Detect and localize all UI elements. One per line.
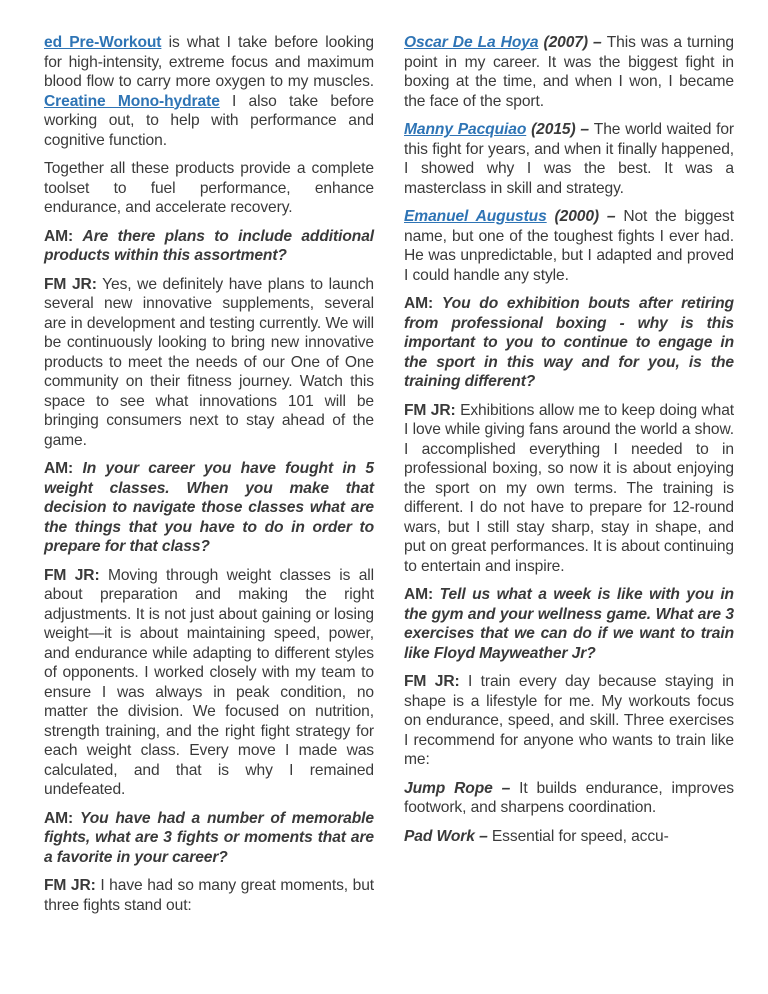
text-run: Are there plans to include additional products within this assortment? (44, 227, 374, 264)
body-paragraph (44, 33, 374, 150)
text-run: Moving through weight classes is all about preparation and making the right adjustments. It is not just about gaining or losing weight—it is about maintaining speed, power, and endurance while adapting to different styles of opponents. I worked closely with my team to ensure I was always in peak condition, no matter the division. We focused on nutrition, strength training, and the right fight strategy for each weight class. Every move I made was calculated, and that is why I remained undefeated. (44, 566, 375, 798)
exercise-item (404, 827, 734, 847)
text-run: Tell us what a week is like with you in the gym and your wellness game. What are 3 exercises that we can do if we want to train like Floyd Mayweather Jr? (404, 586, 734, 662)
text-run: AM: (44, 227, 83, 245)
text-run: This was a turning point in my career. It was the biggest fight in boxing at the time, and when I won, I became the face of the sport. (404, 34, 734, 110)
text-run: You do exhibition bouts after retiring from professional boxing - why is this important to you to continue to engage in the sport in this way and for you, is the training different? (404, 295, 734, 390)
text-run: It builds endurance, improves footwork, and sharpens coordination. (404, 779, 734, 816)
text-run: Together all these products provide a complete toolset to fuel performance, enhance endurance, and accelerate recovery. (44, 160, 374, 216)
fight-highlight (404, 33, 734, 111)
text-run: In your career you have fought in 5 weight classes. When you make that decision to navigate those classes what are the things that you have to do in order to prepare for that class? (44, 460, 374, 555)
text-run: I train every day because staying in shape is a lifestyle for me. My workouts focus on endurance, speed, and skill. Three exercises I recommend for anyone who wants to train like me: (404, 673, 735, 768)
link-manny-pacquiao[interactable]: Manny Pacquiao (404, 121, 527, 138)
text-run: AM: (44, 809, 80, 827)
text-run: AM: (404, 586, 440, 603)
text-run: (2007) – (538, 34, 607, 51)
interviewer-question (404, 585, 734, 663)
link-emanuel-augustus[interactable]: Emanuel Augustus (404, 208, 547, 225)
text-run: AM: (44, 460, 83, 477)
fight-highlight (404, 120, 734, 198)
link-creatine-mono-hydrate[interactable]: Creatine Mono-hydrate (44, 92, 220, 110)
interviewee-answer (44, 566, 374, 800)
interviewer-question (404, 294, 734, 392)
fight-highlight (404, 207, 734, 285)
link-ed-pre-workout[interactable]: ed Pre-Workout (44, 34, 162, 51)
interviewee-answer (44, 876, 374, 915)
text-run: Jump Rope – (404, 779, 520, 797)
text-run: (2015) – (526, 121, 594, 138)
text-run: (2000) – (546, 208, 624, 225)
text-run: FM JR: (404, 401, 456, 419)
text-run: FM JR: (44, 566, 100, 584)
text-run: Essential for speed, accu- (491, 827, 669, 845)
interviewee-answer (404, 672, 734, 770)
text-run: Not the biggest name, but one of the toughest fights I ever had. He was unpredictable, but I adapted and proved I could handle any style. (404, 208, 734, 284)
interviewer-question (44, 227, 374, 266)
text-run: Pad Work – (404, 827, 492, 845)
text-run: Exhibitions allow me to keep doing what I love while giving fans around the world a show. I accomplished everything I needed to in professional boxing, so now it is about enjoying the sport on my own terms. The training is different. I do not have to prepare for 12-round wars, but I still stay sharp, stay in shape, and put on great performances. It is about continuing to entertain and inspire. (404, 401, 735, 575)
interviewee-answer (44, 275, 374, 451)
text-run: The world waited for this fight for years, and when it finally happened, I showed why I was the best. It was a masterclass in skill and strategy. (404, 121, 734, 197)
text-run: You have had a number of memorable fights, what are 3 fights or moments that are a favorite in your career? (44, 809, 374, 866)
link-oscar-de-la-hoya[interactable]: Oscar De La Hoya (404, 34, 539, 51)
interviewee-answer (404, 401, 734, 577)
interviewer-question (44, 459, 374, 557)
body-paragraph (44, 159, 374, 218)
text-run: is what I take before looking for high-intensity, extreme focus and maximum blood flow to carry more oxygen to my muscles. (44, 34, 374, 90)
column-left (44, 33, 374, 994)
exercise-item (404, 779, 734, 818)
column-right (404, 33, 734, 994)
text-run: AM: (404, 295, 442, 312)
text-run: I have had so many great moments, but three fights stand out: (44, 877, 374, 914)
text-run: I also take before working out, to help with performance and cognitive function. (44, 92, 374, 149)
text-run: FM JR: (44, 275, 97, 293)
text-run: FM JR: (404, 673, 460, 690)
interviewer-question (44, 809, 374, 868)
text-run: FM JR: (44, 877, 96, 894)
text-run: Yes, we definitely have plans to launch several new innovative supplements, several are in development and testing currently. We will be continuously looking to bring new innovative products to meet the needs of our One of One community on their fitness journey. Watch this space to see what innovations 101 will be bringing consumers next to stay ahead of the game. (44, 275, 374, 449)
